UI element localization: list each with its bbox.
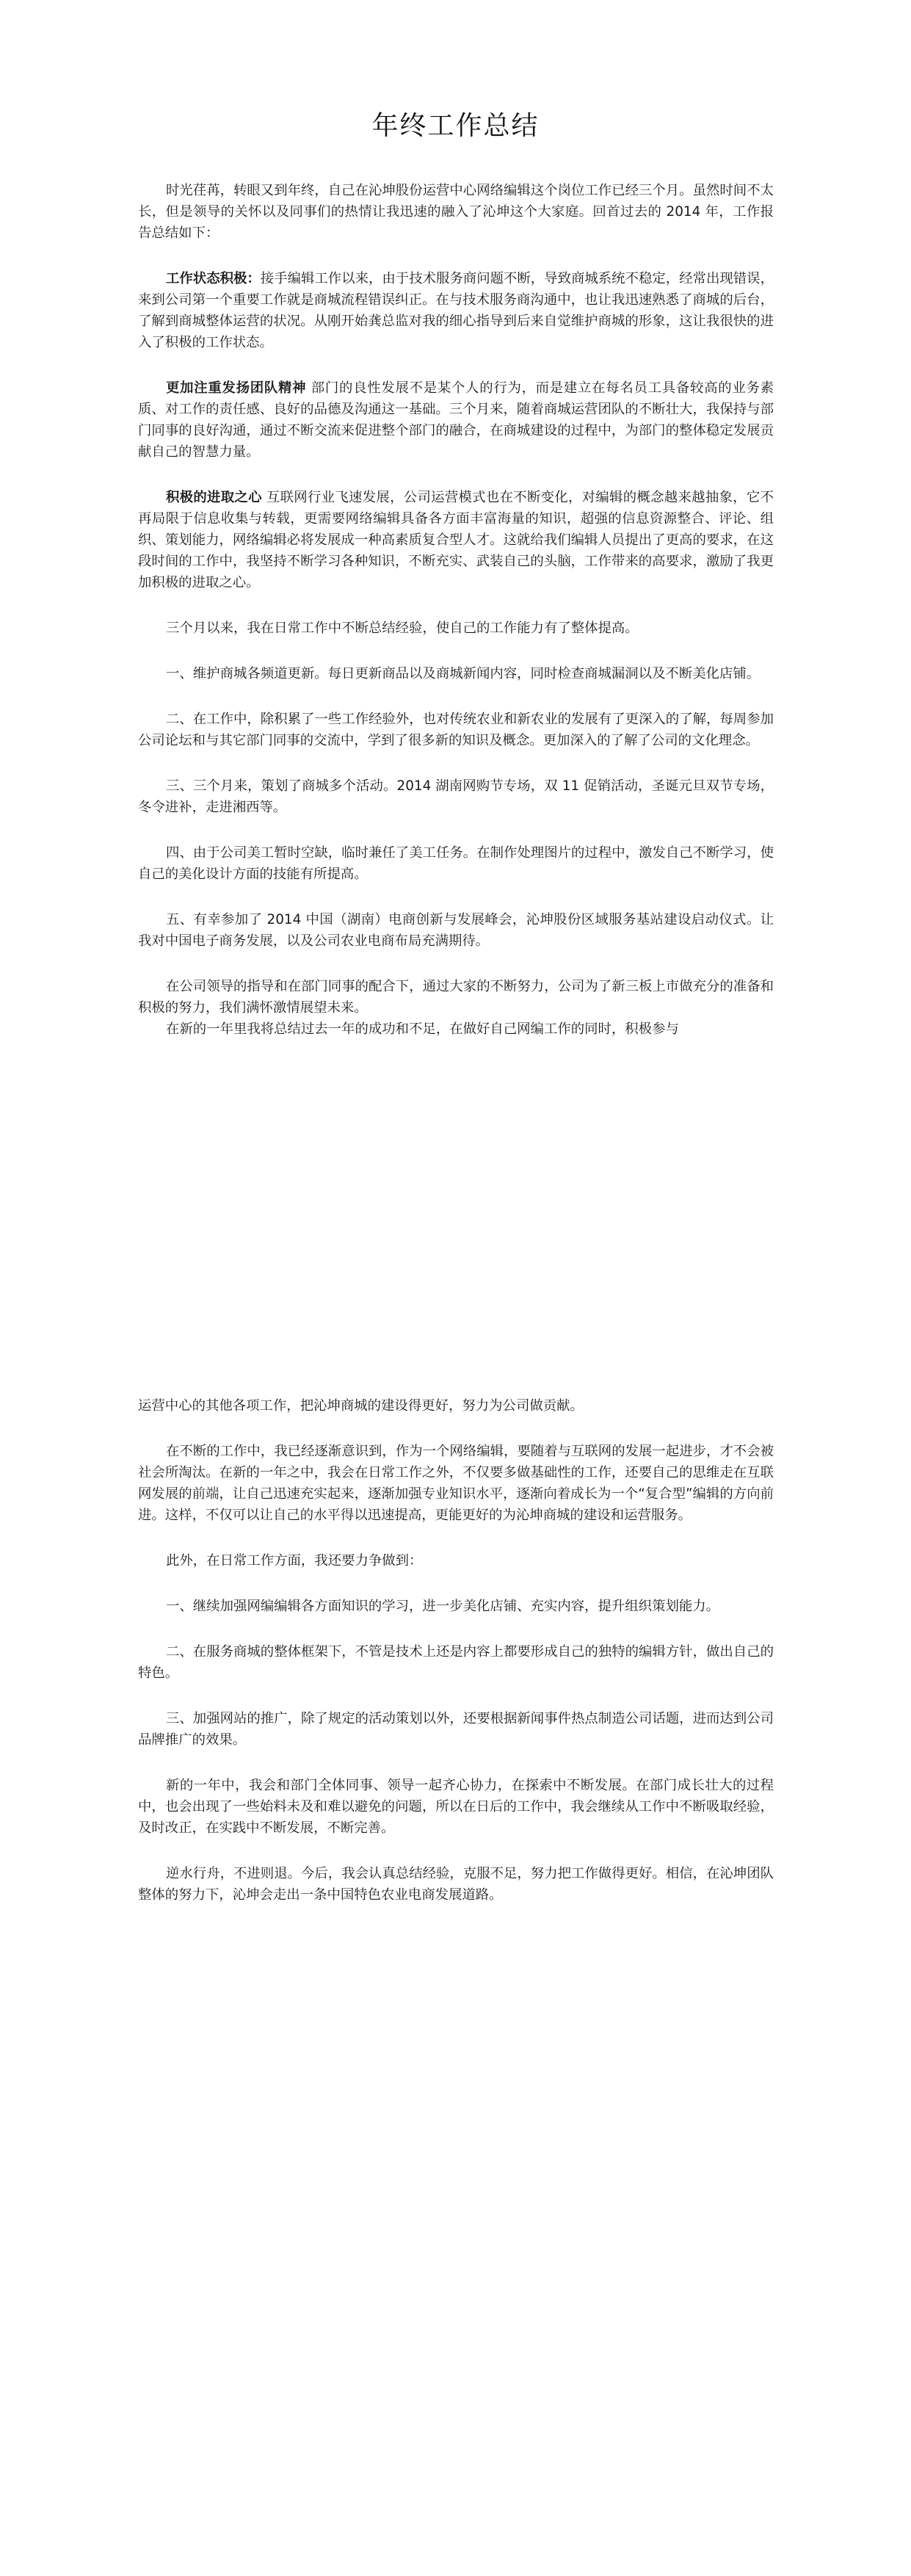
progress-paragraph: [138, 487, 774, 593]
section-first-page: [138, 180, 774, 1040]
intro-paragraph: 时光荏苒，转眼又到年终，自己在沁坤股份运营中心网络编辑这个岗位工作已经三个月。虽然时间不太长，但是领导的关怀以及同事们的热情让我迅速的融入了沁坤这个大家庭。回首过去的 2014 年，工作报告总结如下：: [138, 183, 774, 241]
item-five-paragraph: 五、有幸参加了 2014 中国（湖南）电商创新与发展峰会，沁坤股份区域服务基站建设启动仪式。让我对中国电子商务发展，以及公司农业电商布局充满期待。: [138, 912, 774, 949]
new-year-paragraph-start: 在新的一年里我将总结过去一年的成功和不足，在做好自己网编工作的同时，积极参与: [166, 1021, 679, 1037]
team-spirit-lead: 更加注重发扬团队精神: [166, 380, 307, 396]
goal-three-paragraph: 三、加强网站的推广，除了规定的活动策划以外，还要根据新闻事件热点制造公司话题，进而达到公司品牌推广的效果。: [138, 1711, 774, 1748]
work-attitude-paragraph: [138, 268, 774, 353]
work-attitude-text: 接手编辑工作以来，由于技术服务商问题不断，导致商城系统不稳定，经常出现错误，来到公司第一个重要工作就是商城流程错误纠正。在与技术服务商沟通中，也让我迅速熟悉了商城的后台，了解到商城整体运营的状况。从刚开始龚总监对我的细心指导到后来自觉维护商城的形象，这让我很快的进入了积极的工作状态。: [138, 271, 774, 350]
closing-paragraph: 逆水行舟，不进则退。今后，我会认真总结经验，克服不足，努力把工作做得更好。相信，在沁坤团队整体的努力下，沁坤会走出一条中国特色农业电商发展道路。: [138, 1866, 774, 1903]
team-spirit-paragraph: [138, 377, 774, 463]
goals-intro-paragraph: 此外，在日常工作方面，我还要力争做到：: [166, 1553, 423, 1569]
team-effort-paragraph: 新的一年中，我会和部门全体同事、领导一起齐心协力，在探索中不断发展。在部门成长壮大的过程中，也会出现了一些始料未及和难以避免的问题，所以在日后的工作中，我会继续从工作中不断吸取经验，及时改正，在实践中不断发展，不断完善。: [138, 1778, 774, 1836]
work-attitude-lead: 工作状态积极：: [166, 271, 261, 286]
goal-one-paragraph: 一、继续加强网编编辑各方面知识的学习，进一步美化店铺、充实内容，提升组织策划能力。: [166, 1599, 720, 1614]
progress-text: 互联网行业飞速发展，公司运营模式也在不断变化，对编辑的概念越来越抽象，它不再局限于信息收集与转载，更需要网络编辑具备各方面丰富海量的知识，超强的信息资源整合、评论、组织、策划能力，网络编辑必将发展成一种高素质复合型人才。这就给我们编辑人员提出了更高的要求，在这段时间的工作中，我坚持不断学习各种知识，不断充实、武装自己的头脑，工作带来的高要求，激励了我更加积极的进取之心。: [138, 490, 774, 590]
new-year-paragraph-end: 运营中心的其他各项工作，把沁坤商城的建设得更好，努力为公司做贡献。: [138, 1398, 584, 1414]
goal-two-paragraph: 二、在服务商城的整体框架下，不管是技术上还是内容上都要形成自己的独特的编辑方针，做出自己的特色。: [138, 1644, 774, 1681]
section-second-page: [138, 1395, 774, 1930]
item-two-paragraph: 二、在工作中，除积累了一些工作经验外，也对传统农业和新农业的发展有了更深入的了解，每周参加公司论坛和与其它部门同事的交流中，学到了很多新的知识及概念。更加深入的了解了公司的文化理念。: [138, 712, 774, 748]
item-three-paragraph: 三、三个月来，策划了商城多个活动。2014 湖南网购节专场，双 11 促销活动，圣诞元旦双节专场，冬令进补，走进湘西等。: [138, 778, 774, 815]
document-title: 年终工作总结: [371, 111, 540, 141]
growth-paragraph: 在不断的工作中，我已经逐渐意识到，作为一个网络编辑，要随着与互联网的发展一起进步，才不会被社会所淘汰。在新的一年之中，我会在日常工作之外，不仅要多做基础性的工作，还要自己的思维走在互联网发展的前端，让自己迅速充实起来，逐渐加强专业知识水平，逐渐向着成长为一个“复合型”编辑的方向前进。这样，不仅可以让自己的水平得以迅速提高，更能更好的为沁坤商城的建设和运营服务。: [138, 1444, 774, 1523]
item-one-paragraph: 一、维护商城各频道更新。每日更新商品以及商城新闻内容，同时检查商城漏洞以及不断美化店铺。: [166, 666, 761, 681]
team-spirit-text: 部门的良性发展不是某个人的行为，而是建立在每名员工具备较高的业务素质、对工作的责任感、良好的品德及沟通这一基础。三个月来，随着商城运营团队的不断壮大，我保持与部门同事的良好沟通，通过不断交流来促进整个部门的融合，在商城建设的过程中，为部门的整体稳定发展贡献自己的智慧力量。: [138, 380, 774, 460]
item-four-paragraph: 四、由于公司美工暂时空缺，临时兼任了美工任务。在制作处理图片的过程中，激发自己不断学习，使自己的美化设计方面的技能有所提高。: [138, 845, 774, 882]
progress-lead: 积极的进取之心: [166, 490, 262, 505]
outlook-paragraph: 在公司领导的指导和在部门同事的配合下，通过大家的不断努力，公司为了新三板上市做充分的准备和积极的努力，我们满怀激情展望未来。: [138, 979, 774, 1016]
summary-paragraph: 三个月以来，我在日常工作中不断总结经验，使自己的工作能力有了整体提高。: [166, 621, 639, 636]
